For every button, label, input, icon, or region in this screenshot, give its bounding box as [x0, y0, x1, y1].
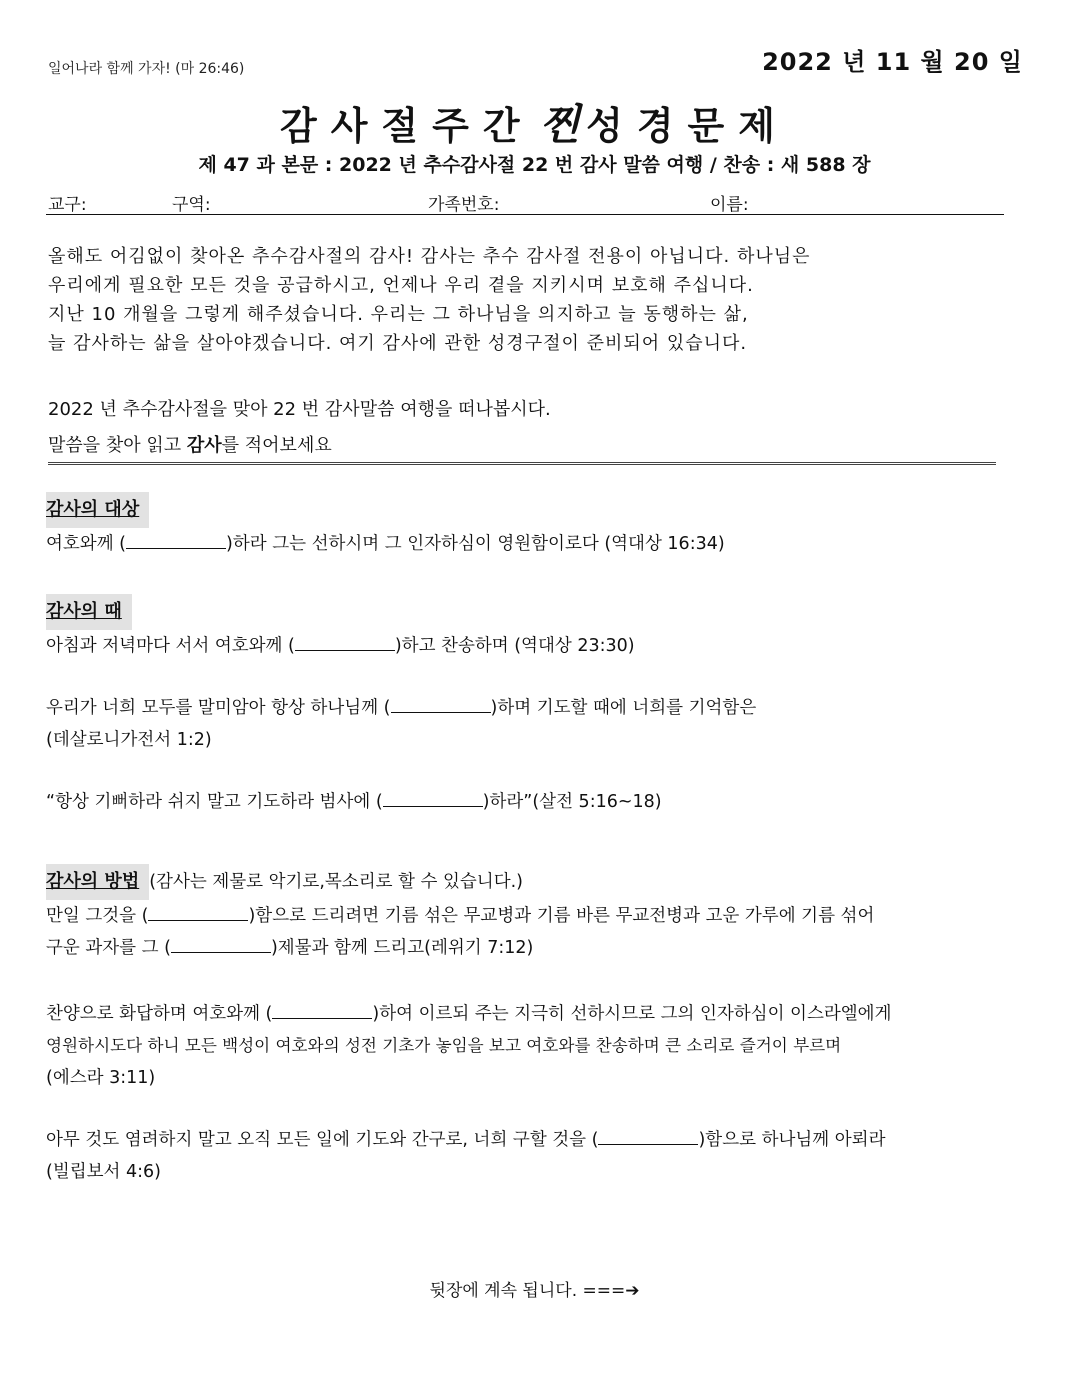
question-text: )함으로 하나님께 아뢰라	[698, 1130, 886, 1150]
question-text: )하라”(살전 5:16~18)	[482, 792, 662, 812]
question-text: 아침과 저녁마다 서서 여호와께 (	[46, 636, 295, 656]
page-subtitle: 제 47 과 본문 : 2022 년 추수감사절 22 번 감사 말씀 여행 / 찬송 : 새 588 장	[198, 154, 871, 176]
section-heading: 감사의 때	[46, 594, 132, 630]
question-text: 찬양으로 화답하며 여호와께 (	[46, 1004, 273, 1024]
section-method	[46, 864, 1036, 1188]
question-reference: (데살로니가전서 1:2)	[46, 730, 212, 750]
question-text: 아무 것도 염려하지 말고 오직 모든 일에 기도와 간구로, 너희 구할 것을 (	[46, 1130, 599, 1150]
answer-blank[interactable]	[383, 792, 483, 807]
continue-note: 뒷장에 계속 됩니다. ===➔	[429, 1281, 640, 1301]
question	[46, 1124, 1036, 1156]
question-text: “항상 기뻐하라 쉬지 말고 기도하라 범사에 (	[46, 792, 383, 812]
family-no-field[interactable]: 가족번호:	[428, 195, 500, 215]
answer-blank[interactable]	[171, 938, 271, 953]
answer-blank[interactable]	[391, 698, 491, 713]
intro-paragraph	[48, 242, 1008, 358]
section-heading-note: (감사는 제물로 악기로,목소리로 할 수 있습니다.)	[149, 872, 524, 892]
info-row	[46, 188, 1004, 215]
question-text: 여호와께 (	[46, 534, 127, 554]
section-heading-row	[46, 864, 1036, 900]
question	[46, 630, 1036, 662]
question-text: )하고 찬송하며 (역대상 23:30)	[394, 636, 635, 656]
answer-blank[interactable]	[126, 534, 226, 549]
lead-text: 를 적어보세요	[221, 435, 332, 456]
district-field[interactable]: 구역:	[172, 195, 211, 215]
answer-blank[interactable]	[295, 636, 395, 651]
parish-field[interactable]: 교구:	[48, 195, 87, 215]
title-brand: 찐	[539, 100, 581, 149]
answer-blank[interactable]	[598, 1130, 698, 1145]
name-field[interactable]: 이름:	[710, 195, 749, 215]
question-continued	[46, 932, 1036, 964]
motto-text: 일어나라 함께 가자! (마 26:46)	[48, 61, 245, 77]
question	[46, 528, 1036, 560]
question-reference: (에스라 3:11)	[46, 1068, 156, 1088]
page-title	[0, 92, 1069, 152]
lead-bold: 감사	[186, 435, 222, 456]
section-heading: 감사의 대상	[46, 492, 149, 528]
intro-line: 늘 감사하는 삶을 살아야겠습니다. 여기 감사에 관한 성경구절이 준비되어 있습니다.	[48, 333, 748, 354]
section-heading: 감사의 방법	[46, 864, 149, 900]
intro-line: 지난 10 개월을 그렇게 해주셨습니다. 우리는 그 하나님을 의지하고 늘 동행하는 삶,	[48, 304, 749, 325]
question-text: )하라 그는 선하시며 그 인자하심이 영원함이로다 (역대상 16:34)	[226, 534, 725, 554]
double-divider	[48, 462, 996, 465]
question-text: 구운 과자를 그 (	[46, 938, 171, 958]
section-time	[46, 594, 1036, 818]
question	[46, 786, 1036, 818]
question	[46, 900, 1036, 932]
question	[46, 692, 1036, 724]
question	[46, 998, 1036, 1030]
title-left: 감사절주간	[280, 104, 534, 148]
answer-blank[interactable]	[148, 906, 248, 921]
answer-blank[interactable]	[272, 1004, 372, 1019]
title-right: 성경문제	[586, 104, 789, 148]
question-text: 만일 그것을 (	[46, 906, 149, 926]
lead-text: 말씀을 찾아 읽고	[48, 435, 187, 456]
question-text: )하여 이르되 주는 지극히 선하시므로 그의 인자하심이 이스라엘에게	[372, 1004, 892, 1024]
section-object	[46, 492, 1036, 560]
question-reference: (빌립보서 4:6)	[46, 1162, 162, 1182]
intro-line: 올해도 어김없이 찾아온 추수감사절의 감사! 감사는 추수 감사절 전용이 아닙니다. 하나님은	[48, 246, 811, 267]
lead-line-1: 2022 년 추수감사절을 맞아 22 번 감사말씀 여행을 떠나봅시다.	[48, 399, 551, 420]
date-text: 2022 년 11 월 20 일	[762, 48, 1023, 76]
question-text: 우리가 너희 모두를 말미암아 항상 하나님께 (	[46, 698, 391, 718]
intro-line: 우리에게 필요한 모든 것을 공급하시고, 언제나 우리 곁을 지키시며 보호해 주십니다.	[48, 275, 754, 296]
lead-paragraph	[48, 392, 551, 464]
question-text: )제물과 함께 드리고(레위기 7:12)	[270, 938, 534, 958]
lead-line-2	[48, 428, 551, 464]
question-text: )함으로 드리려면 기름 섞은 무교병과 기름 바른 무교전병과 고운 가루에 기름 섞어	[248, 906, 875, 926]
question-continued: 영원하시도다 하니 모든 백성이 여호와의 성전 기초가 놓임을 보고 여호와를 찬송하며 큰 소리로 즐거이 부르며	[46, 1036, 842, 1055]
question-text: )하며 기도할 때에 너희를 기억함은	[490, 698, 757, 718]
